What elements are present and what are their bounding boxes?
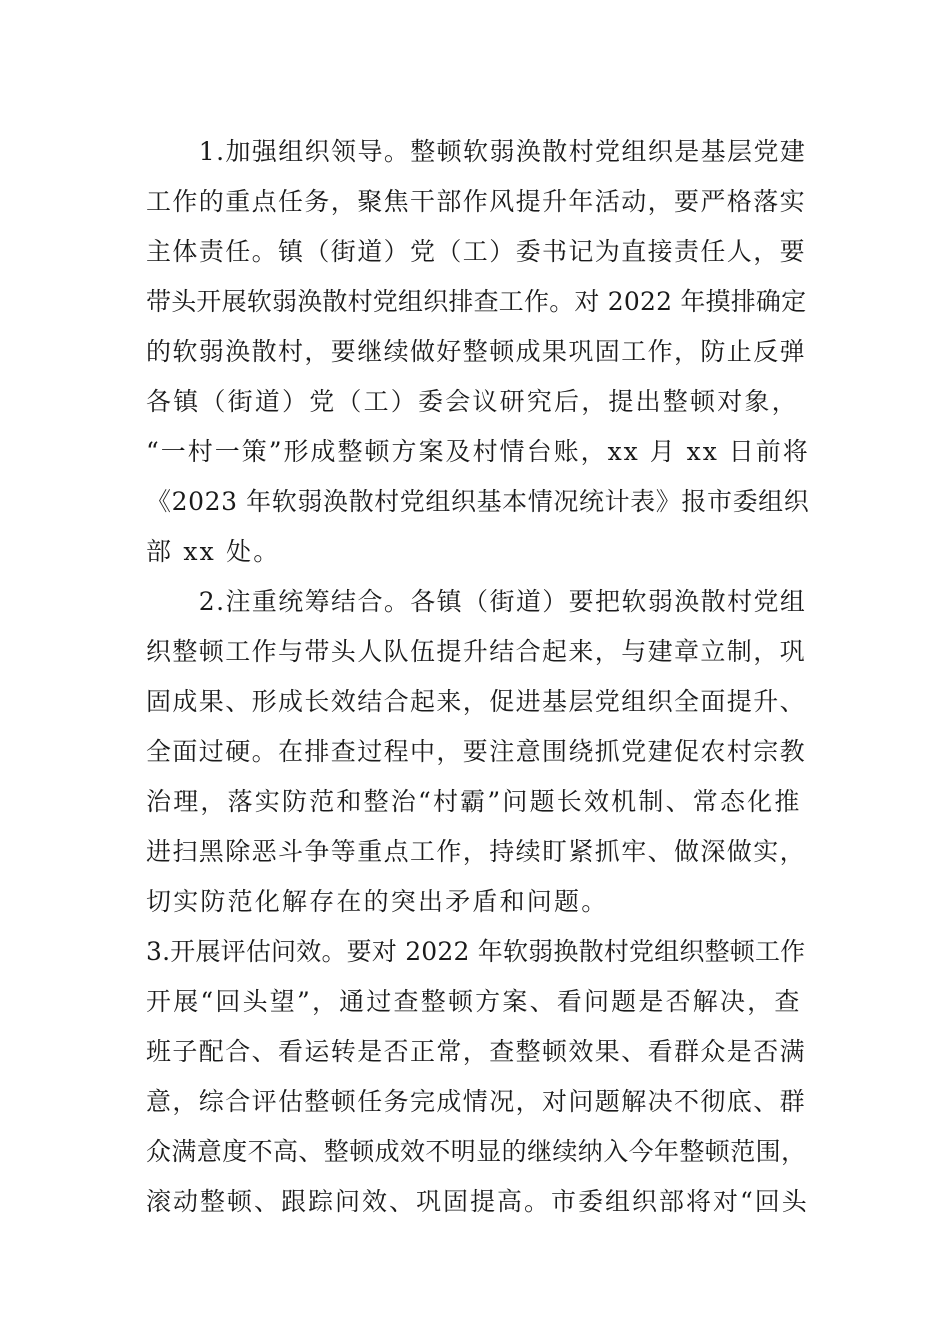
text-line: 的软弱涣散村，要继续做好整顿成果巩固工作，防止反弹 xyxy=(146,337,807,366)
text-line: 滚动整顿、跟踪问效、巩固提高。市委组织部将对“回头 xyxy=(146,1187,809,1216)
text-line: 工作的重点任务，聚焦干部作风提升年活动，要严格落实 xyxy=(146,187,807,216)
text-line: 部 xx 处。 xyxy=(146,537,281,566)
text-line: 《2023 年软弱涣散村党组织基本情况统计表》报市委组织 xyxy=(146,487,810,516)
text-line: 2.注重统筹结合。各镇（街道）要把软弱涣散村党组 xyxy=(146,587,807,616)
text-line: 固成果、形成长效结合起来，促进基层党组织全面提升、 xyxy=(146,687,807,716)
text-line: 全面过硬。在排查过程中，要注意围绕抓党建促农村宗教 xyxy=(146,737,807,766)
text-line: 1.加强组织领导。整顿软弱涣散村党组织是基层党建 xyxy=(146,137,807,166)
text-line: 带头开展软弱涣散村党组织排查工作。对 2022 年摸排确定 xyxy=(146,287,807,316)
text-line: 开展“回头望”，通过查整顿方案、看问题是否解决，查 xyxy=(146,987,802,1016)
text-line: 主体责任。镇（街道）党（工）委书记为直接责任人，要 xyxy=(146,237,807,266)
text-line: “一村一策”形成整顿方案及村情台账，xx 月 xx 日前将 xyxy=(146,437,810,466)
text-line: 各镇（街道）党（工）委会议研究后，提出整顿对象， xyxy=(146,387,799,416)
text-line: 众满意度不高、整顿成效不明显的继续纳入今年整顿范围， xyxy=(146,1137,807,1166)
text-line: 意，综合评估整顿任务完成情况，对问题解决不彻底、群 xyxy=(146,1087,807,1116)
text-line: 切实防范化解存在的突出矛盾和问题。 xyxy=(146,887,609,916)
text-line: 班子配合、看运转是否正常，查整顿效果、看群众是否满 xyxy=(146,1037,807,1066)
text-line: 3.开展评估问效。要对 2022 年软弱换散村党组织整顿工作 xyxy=(146,937,806,966)
text-line: 进扫黑除恶斗争等重点工作，持续盯紧抓牢、做深做实， xyxy=(146,837,807,866)
text-line: 治理，落实防范和整治“村霸”问题长效机制、常态化推 xyxy=(146,787,802,816)
text-line: 织整顿工作与带头人队伍提升结合起来，与建章立制，巩 xyxy=(146,637,807,666)
